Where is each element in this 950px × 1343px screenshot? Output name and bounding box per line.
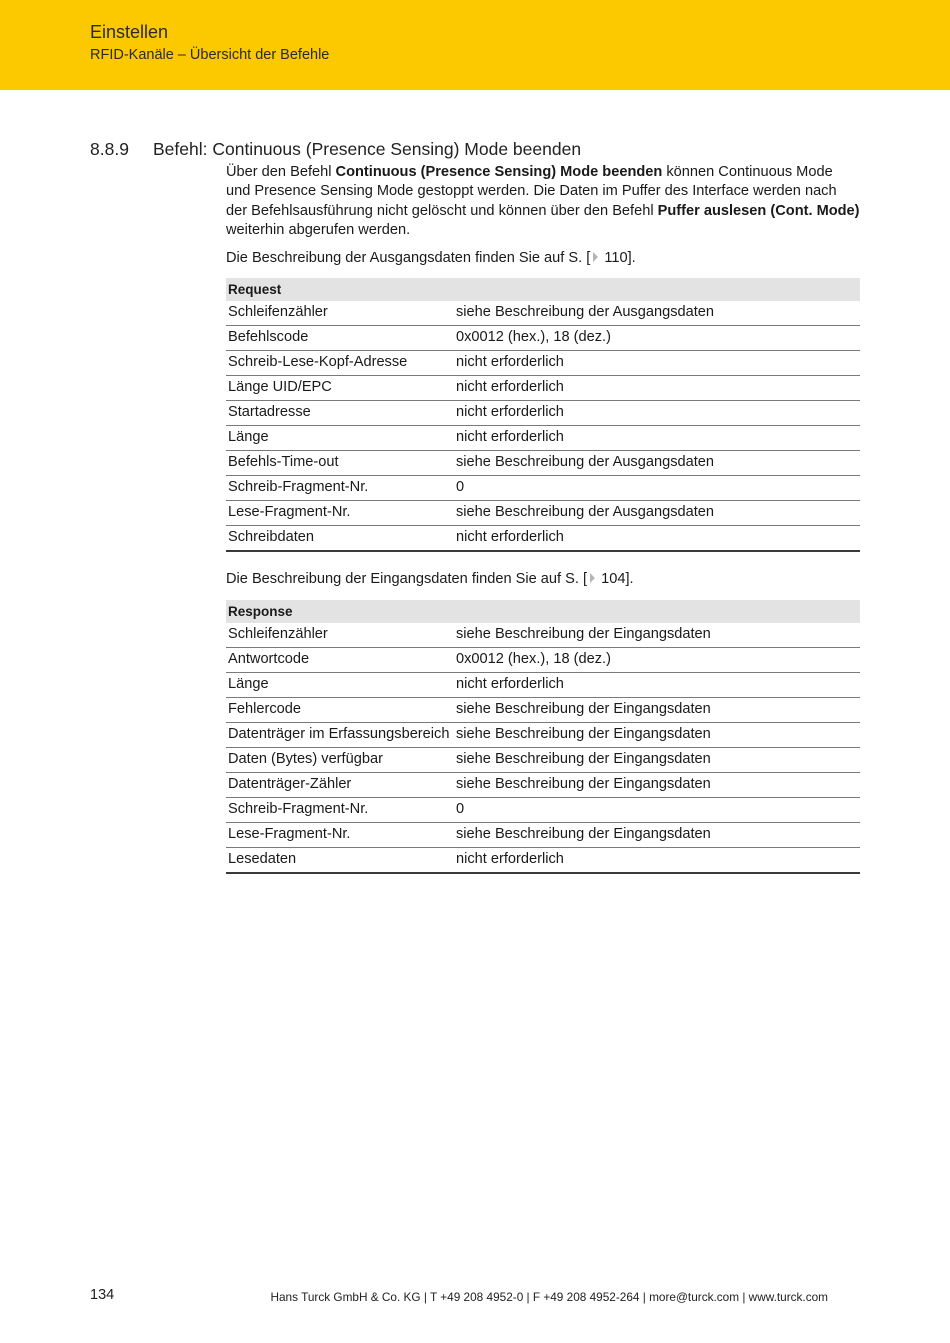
table-row [226, 451, 860, 476]
table-cell-parameter: Schreibdaten [226, 526, 454, 552]
table-row [226, 848, 860, 874]
table-row [226, 301, 860, 326]
response-table-header: Response [226, 600, 860, 623]
request-table-header: Request [226, 278, 860, 301]
request-ref-text: Die Beschreibung der Ausgangsdaten finden Sie auf S. [ [226, 249, 591, 266]
table-cell-value: siehe Beschreibung der Eingangsdaten [454, 748, 860, 773]
table-row [226, 351, 860, 376]
table-row [226, 623, 860, 648]
intro-text-1: Über den Befehl [226, 164, 336, 180]
table-row [226, 748, 860, 773]
table-cell-value: nicht erforderlich [454, 526, 860, 552]
table-cell-parameter: Schleifenzähler [226, 623, 454, 648]
table-row [226, 773, 860, 798]
table-cell-parameter: Datenträger-Zähler [226, 773, 454, 798]
intro-command-name: Continuous (Presence Sensing) Mode beenden [335, 164, 663, 180]
table-cell-parameter: Fehlercode [226, 698, 454, 723]
table-cell-value: 0x0012 (hex.), 18 (dez.) [454, 326, 860, 351]
table-row [226, 401, 860, 426]
chapter-subtitle: RFID-Kanäle – Übersicht der Befehle [90, 47, 330, 63]
table-cell-value: nicht erforderlich [454, 351, 860, 376]
request-table [226, 278, 860, 552]
table-cell-parameter: Schleifenzähler [226, 301, 454, 326]
table-cell-parameter: Datenträger im Erfassungsbereich [226, 723, 454, 748]
table-cell-value: 0 [454, 798, 860, 823]
intro-text-2: können Continuous Mode und Presence Sensing Mode gestoppt werden. Die Daten im Puffer des Interface werden nach der Befehlsausführung nicht gelöscht und können über den Befehl [226, 164, 837, 219]
table-row [226, 698, 860, 723]
table-cell-value: siehe Beschreibung der Eingangsdaten [454, 623, 860, 648]
request-reference [226, 249, 860, 268]
table-cell-value: nicht erforderlich [454, 673, 860, 698]
section-heading [90, 139, 581, 160]
table-row [226, 426, 860, 451]
table-row [226, 648, 860, 673]
table-cell-value: siehe Beschreibung der Ausgangsdaten [454, 301, 860, 326]
table-cell-parameter: Lese-Fragment-Nr. [226, 823, 454, 848]
table-cell-value: 0 [454, 476, 860, 501]
table-cell-parameter: Lesedaten [226, 848, 454, 874]
request-ref-page-link[interactable]: 110 [600, 249, 628, 266]
table-cell-parameter: Länge [226, 673, 454, 698]
intro-paragraph [226, 163, 860, 241]
page-link-arrow-icon [590, 573, 595, 583]
response-ref-close: ]. [625, 571, 634, 588]
table-cell-parameter: Schreib-Fragment-Nr. [226, 798, 454, 823]
table-cell-value: siehe Beschreibung der Eingangsdaten [454, 698, 860, 723]
table-cell-value: nicht erforderlich [454, 426, 860, 451]
page-number: 134 [90, 1287, 115, 1303]
table-cell-value: siehe Beschreibung der Eingangsdaten [454, 723, 860, 748]
table-cell-value: siehe Beschreibung der Eingangsdaten [454, 823, 860, 848]
table-row [226, 476, 860, 501]
table-cell-value: nicht erforderlich [454, 376, 860, 401]
table-cell-value: nicht erforderlich [454, 401, 860, 426]
intro-buffer-command: Puffer auslesen (Cont. Mode) [657, 202, 860, 219]
table-row [226, 501, 860, 526]
intro-text-3: weiterhin abgerufen werden. [226, 222, 411, 239]
response-ref-text: Die Beschreibung der Eingangsdaten finden Sie auf S. [ [226, 571, 588, 588]
table-cell-parameter: Länge [226, 426, 454, 451]
table-cell-parameter: Startadresse [226, 401, 454, 426]
table-cell-parameter: Daten (Bytes) verfügbar [226, 748, 454, 773]
table-cell-parameter: Schreib-Fragment-Nr. [226, 476, 454, 501]
table-row [226, 723, 860, 748]
table-cell-parameter: Länge UID/EPC [226, 376, 454, 401]
main-content [226, 163, 860, 874]
chapter-title: Einstellen [90, 22, 169, 42]
table-cell-parameter: Antwortcode [226, 648, 454, 673]
response-ref-page-link[interactable]: 104 [597, 571, 626, 588]
table-cell-value: 0x0012 (hex.), 18 (dez.) [454, 648, 860, 673]
table-cell-value: nicht erforderlich [454, 848, 860, 874]
response-reference [226, 570, 860, 589]
table-row [226, 326, 860, 351]
table-cell-parameter: Befehlscode [226, 326, 454, 351]
header-band [0, 0, 950, 90]
table-row [226, 823, 860, 848]
table-cell-parameter: Befehls-Time-out [226, 451, 454, 476]
table-row [226, 526, 860, 552]
table-cell-value: siehe Beschreibung der Ausgangsdaten [454, 501, 860, 526]
table-cell-parameter: Schreib-Lese-Kopf-Adresse [226, 351, 454, 376]
table-cell-value: siehe Beschreibung der Ausgangsdaten [454, 451, 860, 476]
footer-company-info: Hans Turck GmbH & Co. KG | T +49 208 4952-0 | F +49 208 4952-264 | more@turck.com | www.turck.com [270, 1290, 828, 1304]
table-cell-parameter: Lese-Fragment-Nr. [226, 501, 454, 526]
request-ref-close: ]. [627, 249, 636, 266]
table-row [226, 376, 860, 401]
table-row [226, 798, 860, 823]
section-number: 8.8.9 [90, 139, 129, 159]
table-cell-value: siehe Beschreibung der Eingangsdaten [454, 773, 860, 798]
section-title: Befehl: Continuous (Presence Sensing) Mode beenden [153, 139, 582, 159]
table-row [226, 673, 860, 698]
page-link-arrow-icon [593, 252, 598, 262]
response-table [226, 600, 860, 874]
